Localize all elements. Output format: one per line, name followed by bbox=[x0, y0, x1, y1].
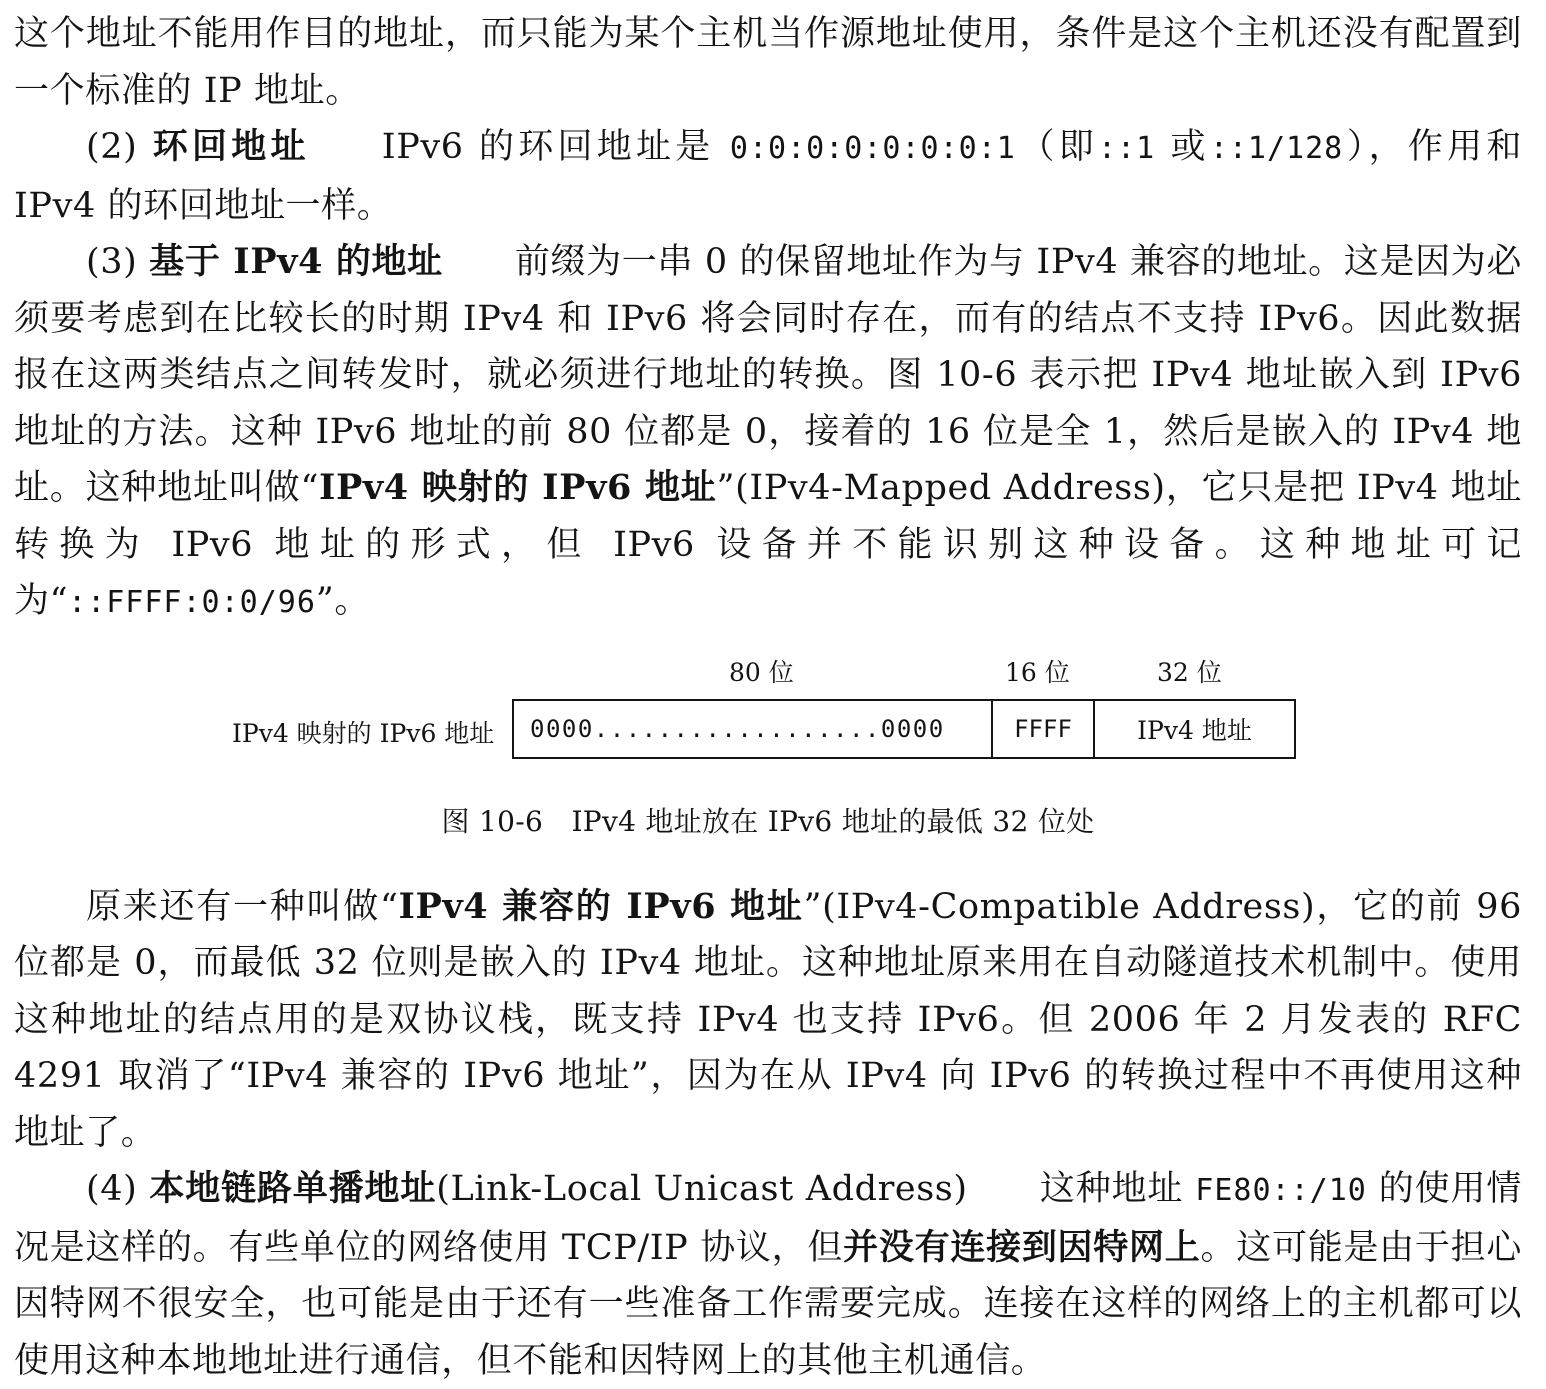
paragraph-text: IPv6 的环回地址是 bbox=[381, 127, 730, 167]
document-page bbox=[14, 6, 1522, 1389]
paragraph-text: 这种地址 bbox=[1039, 1169, 1196, 1209]
paragraph-text: 的使用情况是这样的。有些单位的网络使用 TCP/IP 协议，但 bbox=[14, 1169, 1522, 1268]
figure-10-6 bbox=[14, 632, 1522, 879]
item-heading: 基于 IPv4 的地址 bbox=[149, 241, 443, 282]
address-layout-box bbox=[512, 699, 1296, 759]
code-link-local-prefix: FE80::/10 bbox=[1195, 1173, 1367, 1208]
paragraph-text: 这个地址不能用作目的地址，而只能为某个主机当作源地址使用，条件是这个主机还没有配置到一个标准的 IP 地址。 bbox=[14, 14, 1522, 111]
paragraph-text: ”。 bbox=[315, 581, 370, 621]
bit-count-16: 16 位 bbox=[1005, 657, 1070, 687]
bit-count-80: 80 位 bbox=[729, 657, 794, 687]
term-ipv4-mapped: IPv4 映射的 IPv6 地址 bbox=[318, 467, 717, 508]
code-loopback-full: 0:0:0:0:0:0:0:1 bbox=[729, 131, 1016, 166]
cell-ffff-bits: FFFF bbox=[993, 701, 1095, 757]
item-heading: 本地链路单播地址 bbox=[149, 1168, 437, 1209]
figure-caption: 图 10-6 IPv4 地址放在 IPv6 地址的最低 32 位处 bbox=[441, 804, 1095, 838]
paragraph-link-local-unicast bbox=[14, 1161, 1522, 1389]
paragraph-text: （即 bbox=[1015, 127, 1098, 167]
item-number: (3) bbox=[86, 242, 138, 282]
term-ipv4-compatible: IPv4 兼容的 IPv6 地址 bbox=[398, 885, 804, 927]
bit-count-32: 32 位 bbox=[1157, 657, 1222, 687]
item-number: (2) bbox=[86, 127, 138, 167]
emphasis-not-connected: 并没有连接到因特网上 bbox=[843, 1226, 1201, 1268]
paragraph-text: ），作用和 IPv4 的环回地址一样。 bbox=[14, 127, 1523, 226]
code-loopback-prefix: ::1/128 bbox=[1209, 131, 1344, 166]
paragraph-text: 或 bbox=[1155, 127, 1210, 167]
paragraph-text: ”(IPv4-Compatible Address)，它的前 96 位都是 0，而最低 32 位则是嵌入的 IPv4 地址。这种地址原来用在自动隧道技术机制中。使用这种地址的结点用的是双协议栈，既支持 IPv4 也支持 IPv6。但 2006 年 2 月发表的 RFC 4291 取消了“IPv4 兼容的 IPv6 地址”，因为在从 IPv4 向 IPv6 的转换过程中不再使用这种地址了。 bbox=[14, 886, 1522, 1153]
paragraph-text: ”(IPv4-Mapped Address)，它只是把 IPv4 地址转换为 IPv6 地址的形式，但 IPv6 设备并不能识别这种设备。这种地址可记为“ bbox=[14, 468, 1523, 621]
paragraph-unspecified-address bbox=[14, 6, 1522, 119]
paragraph-ipv4-compatible bbox=[14, 879, 1522, 1162]
cell-zero-bits: 0000..................0000 bbox=[514, 701, 993, 757]
paragraph-ipv4-based-address bbox=[14, 234, 1522, 632]
item-heading: 环回地址 bbox=[152, 126, 310, 167]
cell-ipv4-address: IPv4 地址 bbox=[1137, 715, 1252, 745]
code-mapped-prefix: ::FFFF:0:0/96 bbox=[68, 585, 316, 620]
paragraph-loopback-address bbox=[14, 119, 1522, 234]
paragraph-text: 。这可能是由于担心因特网不很安全，也可能是由于还有一些准备工作需要完成。连接在这样的网络上的主机都可以使用这种本地地址进行通信，但不能和因特网上的其他主机通信。 bbox=[14, 1227, 1522, 1381]
item-heading-english: (Link-Local Unicast Address) bbox=[436, 1169, 968, 1209]
code-loopback-short: ::1 bbox=[1097, 131, 1156, 166]
figure-row-label: IPv4 映射的 IPv6 地址 bbox=[232, 718, 495, 748]
item-number: (4) bbox=[86, 1169, 138, 1209]
paragraph-text: 原来还有一种叫做“ bbox=[86, 886, 399, 927]
paragraph-text: 前缀为一串 0 的保留地址作为与 IPv4 兼容的地址。这是因为必须要考虑到在比较长的时期 IPv4 和 IPv6 将会同时存在，而有的结点不支持 IPv6。因此数据报在这两类结点之间转发时，就必须进行地址的转换。图 10-6 表示把 IPv4 地址嵌入到 IPv6 地址的方法。这种 IPv6 地址的前 80 位都是 0，接着的 16 位是全 1，然后是嵌入的 IPv4 地址。这种地址叫做“ bbox=[14, 242, 1522, 508]
